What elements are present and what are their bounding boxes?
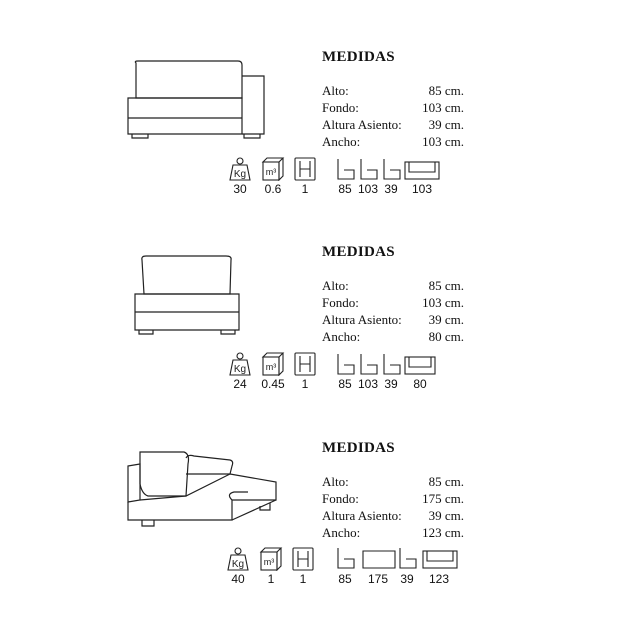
spec-row-width: Ancho: 80 cm. (322, 329, 464, 344)
spec-row-depth: Fondo: 103 cm. (322, 100, 464, 115)
spec-row-height: Alto: 85 cm. (322, 474, 464, 489)
product-block-1 (0, 0, 630, 200)
volume-value: 1 (267, 572, 275, 586)
measurements-title: MEDIDAS (322, 440, 395, 456)
width-dimension-icon (422, 547, 458, 569)
weight-icon (226, 547, 250, 571)
height-value: 85 (338, 377, 352, 391)
spec-row-depth: Fondo: 175 cm. (322, 491, 464, 506)
seat-height-value: 39 (384, 182, 398, 196)
package-icon (292, 547, 314, 571)
weight-icon (228, 352, 252, 376)
depth-value: 103 (357, 377, 379, 391)
spec-row-seat-height: Altura Asiento: 39 cm. (322, 508, 464, 523)
svg-text:Kg: Kg (233, 169, 247, 180)
width-value: 80 (413, 377, 427, 391)
seat-height-dimension-icon (382, 158, 402, 180)
product-block-3 (0, 392, 630, 592)
packages-value: 1 (301, 377, 309, 391)
volume-icon (261, 157, 285, 181)
spec-row-seat-height: Altura Asiento: 39 cm. (322, 312, 464, 327)
depth-dimension-icon (362, 547, 396, 569)
spec-row-height: Alto: 85 cm. (322, 278, 464, 293)
seat-height-value: 39 (384, 377, 398, 391)
depth-value: 103 (357, 182, 379, 196)
width-value: 123 (428, 572, 450, 586)
spec-row-height: Alto: 85 cm. (322, 83, 464, 98)
packages-value: 1 (299, 572, 307, 586)
weight-value: 30 (233, 182, 247, 196)
height-value: 85 (338, 182, 352, 196)
product-block-2 (0, 196, 630, 396)
measurements-title: MEDIDAS (322, 244, 395, 260)
height-dimension-icon (336, 158, 356, 180)
depth-dimension-icon (359, 158, 379, 180)
seat-height-dimension-icon (398, 547, 418, 569)
width-dimension-icon (404, 158, 440, 180)
spec-table (322, 277, 464, 345)
spec-table (322, 82, 464, 150)
sofa-one-arm-illustration (126, 58, 272, 142)
volume-icon (261, 352, 285, 376)
svg-text:Kg: Kg (231, 559, 245, 570)
sofa-chaise-longue-illustration (126, 444, 282, 530)
depth-dimension-icon (359, 353, 379, 375)
seat-height-value: 39 (400, 572, 414, 586)
volume-icon (259, 547, 283, 571)
height-dimension-icon (336, 547, 356, 569)
package-icon (294, 352, 316, 376)
height-dimension-icon (336, 353, 356, 375)
height-value: 85 (338, 572, 352, 586)
spec-table (322, 473, 464, 541)
spec-row-width: Ancho: 123 cm. (322, 525, 464, 540)
volume-value: 0.6 (264, 182, 282, 196)
sofa-armless-illustration (132, 254, 242, 338)
spec-row-depth: Fondo: 103 cm. (322, 295, 464, 310)
seat-height-dimension-icon (382, 353, 402, 375)
width-dimension-icon (404, 353, 436, 375)
package-icon (294, 157, 316, 181)
svg-text:m³: m³ (263, 557, 275, 567)
spec-row-seat-height: Altura Asiento: 39 cm. (322, 117, 464, 132)
weight-value: 40 (231, 572, 245, 586)
volume-value: 0.45 (261, 377, 285, 391)
svg-text:m³: m³ (265, 362, 277, 372)
svg-text:Kg: Kg (233, 364, 247, 375)
spec-row-width: Ancho: 103 cm. (322, 134, 464, 149)
svg-text:m³: m³ (265, 167, 277, 177)
weight-icon (228, 157, 252, 181)
measurements-title: MEDIDAS (322, 49, 395, 65)
packages-value: 1 (301, 182, 309, 196)
depth-value: 175 (367, 572, 389, 586)
weight-value: 24 (233, 377, 247, 391)
width-value: 103 (411, 182, 433, 196)
